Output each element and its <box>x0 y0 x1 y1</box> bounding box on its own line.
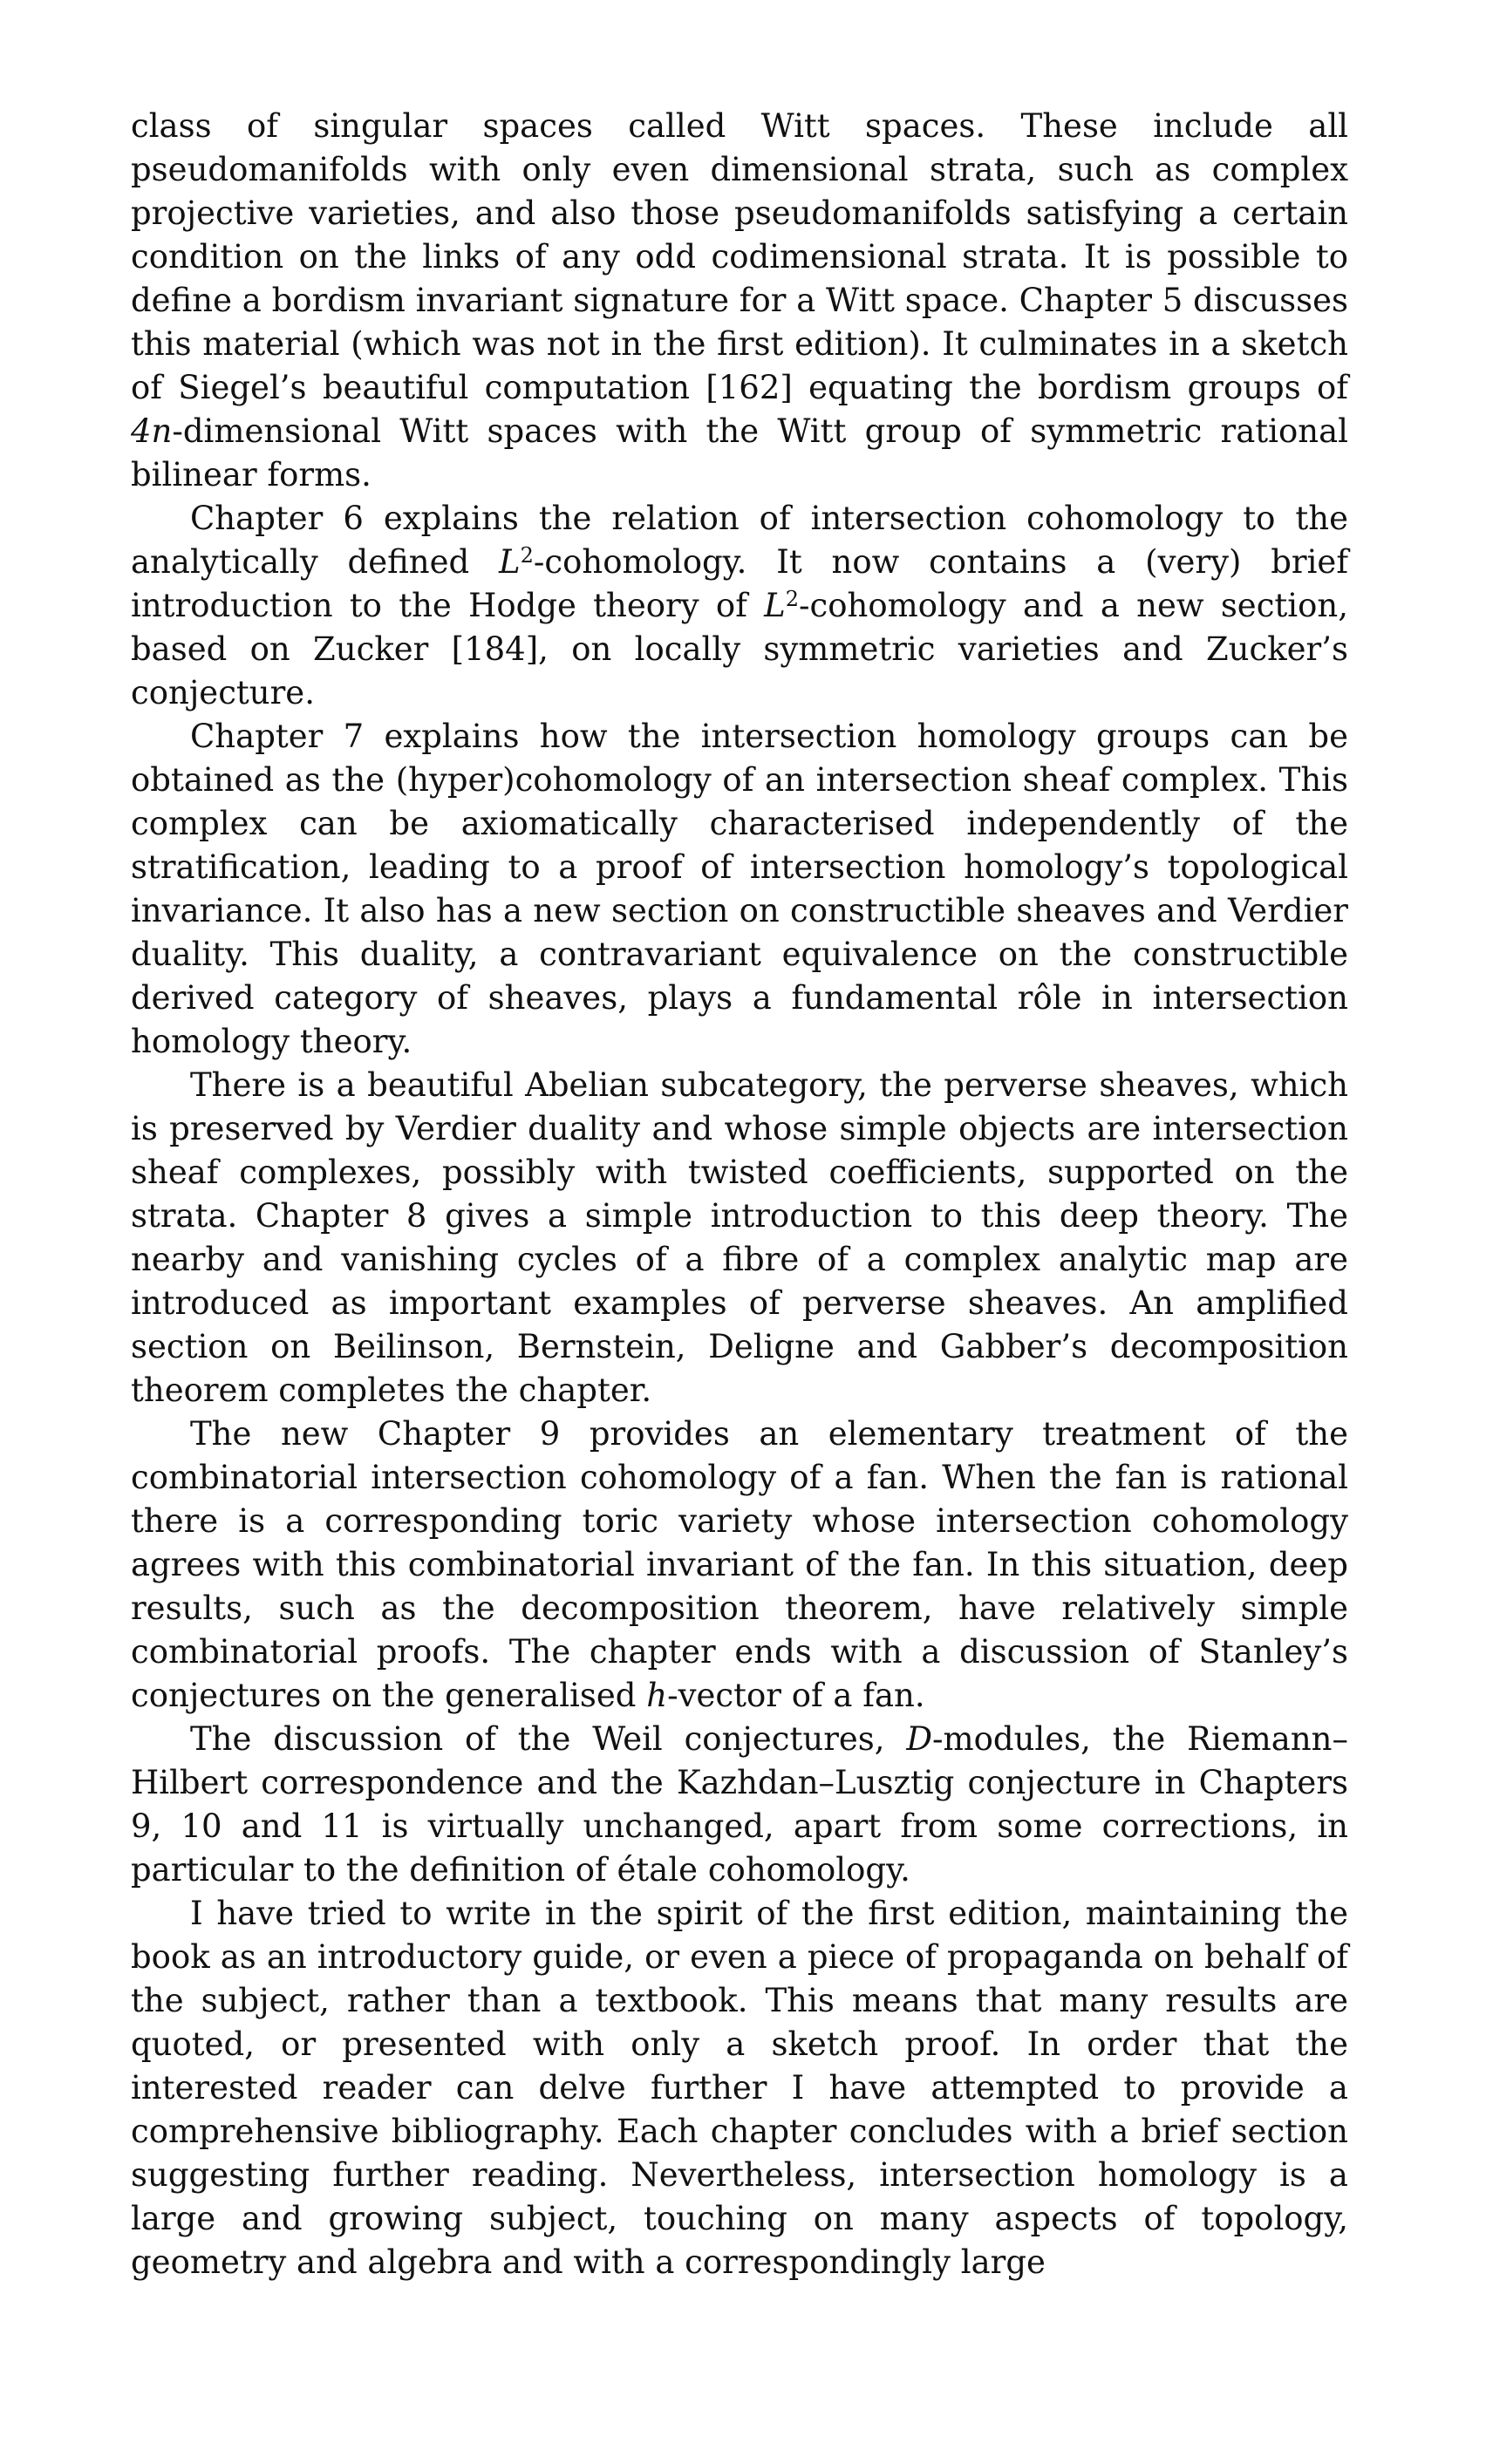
paragraph-witt-spaces <box>131 105 1348 497</box>
text-segment: -cohomology and a new section, based on Zucker [184], on locally symmetric varieties and Zucker’s conjecture. <box>131 587 1348 711</box>
paragraph-chapter-6 <box>131 497 1348 715</box>
text-segment: Chapter 6 explains the relation of intersection cohomology to the analytically defined <box>131 500 1348 581</box>
paragraph-weil-conjectures <box>131 1718 1348 1892</box>
text-segment: -dimensional Witt spaces with the Witt group of symmetric rational bilinear forms. <box>131 412 1348 493</box>
text-segment: There is a beautiful Abelian subcategory, the perverse sheaves, which is preserved by Verdier duality and whose simple objects are intersection sheaf complexes, possibly with twisted coefficients, supported on the strata. Chapter 8 gives a simple introduction to this deep theory. The nearby and vanishing cycles of a fibre of a complex analytic map are introduced as important examples of perverse sheaves. An amplified section on Beilinson, Bernstein, Deligne and Gabber’s decomposition theorem completes the chapter. <box>131 1066 1348 1409</box>
text-segment: L <box>499 543 521 581</box>
paragraph-chapter-9 <box>131 1412 1348 1718</box>
text-segment: L <box>764 587 786 624</box>
text-segment: Chapter 7 explains how the intersection homology groups can be obtained as the (hyper)cohomology of an intersection sheaf complex. This complex can be axiomatically characterised independently of the stratification, leading to a proof of intersection homology’s topological invariance. It also has a new section on constructible sheaves and Verdier duality. This duality, a contravariant equivalence on the constructible derived category of sheaves, plays a fundamental rôle in intersection homology theory. <box>131 718 1348 1060</box>
text-segment: I have tried to write in the spirit of the first edition, maintaining the book as an introductory guide, or even a piece of propaganda on behalf of the subject, rather than a textbook. This means that many results are quoted, or presented with only a sketch proof. In order that the interested reader can delve further I have attempted to provide a comprehensive bibliography. Each chapter concludes with a brief section suggesting further reading. Nevertheless, intersection homology is a large and growing subject, touching on many aspects of topology, geometry and algebra and with a correspondingly large <box>131 1895 1348 2281</box>
text-segment: The discussion of the Weil conjectures, <box>190 1720 907 1758</box>
text-segment: The new Chapter 9 provides an elementary treatment of the combinatorial intersection cohomology of a fan. When the fan is rational there is a corresponding toric variety whose intersection cohomology agrees with this combinatorial invariant of the fan. In this situation, deep results, such as the decomposition theorem, have relatively simple combinatorial proofs. The chapter ends with a discussion of Stanley’s conjectures on the generalised <box>131 1415 1348 1714</box>
text-segment: -modules, the Riemann–Hilbert correspondence and the Kazhdan–Lusztig conjecture in Chapters 9, 10 and 11 is virtually unchanged, apart from some corrections, in particular to the definition of étale cohomology. <box>131 1720 1348 1889</box>
text-segment: -vector of a fan. <box>667 1677 925 1714</box>
paragraph-perverse-sheaves <box>131 1064 1348 1412</box>
text-segment: 2 <box>520 543 534 568</box>
text-segment: 2 <box>785 587 800 611</box>
paragraph-spirit-of-first-edition <box>131 1892 1348 2284</box>
text-segment: -cohomology. It now contains a (very) brief introduction to the Hodge theory of <box>131 543 1349 624</box>
text-segment: D <box>906 1720 933 1758</box>
paragraph-chapter-7 <box>131 715 1348 1064</box>
text-segment: 4n <box>131 412 173 450</box>
page-body <box>131 105 1348 2284</box>
text-segment: h <box>646 1677 668 1714</box>
text-segment: class of singular spaces called Witt spaces. These include all pseudomanifolds with only even dimensional strata, such as complex projective varieties, and also those pseudomanifolds satisfying a certain condition on the links of any odd codimensional strata. It is possible to define a bordism invariant signature for a Witt space. Chapter 5 discusses this material (which was not in the first edition). It culminates in a sketch of Siegel’s beautiful computation [162] equating the bordism groups of <box>131 107 1348 406</box>
